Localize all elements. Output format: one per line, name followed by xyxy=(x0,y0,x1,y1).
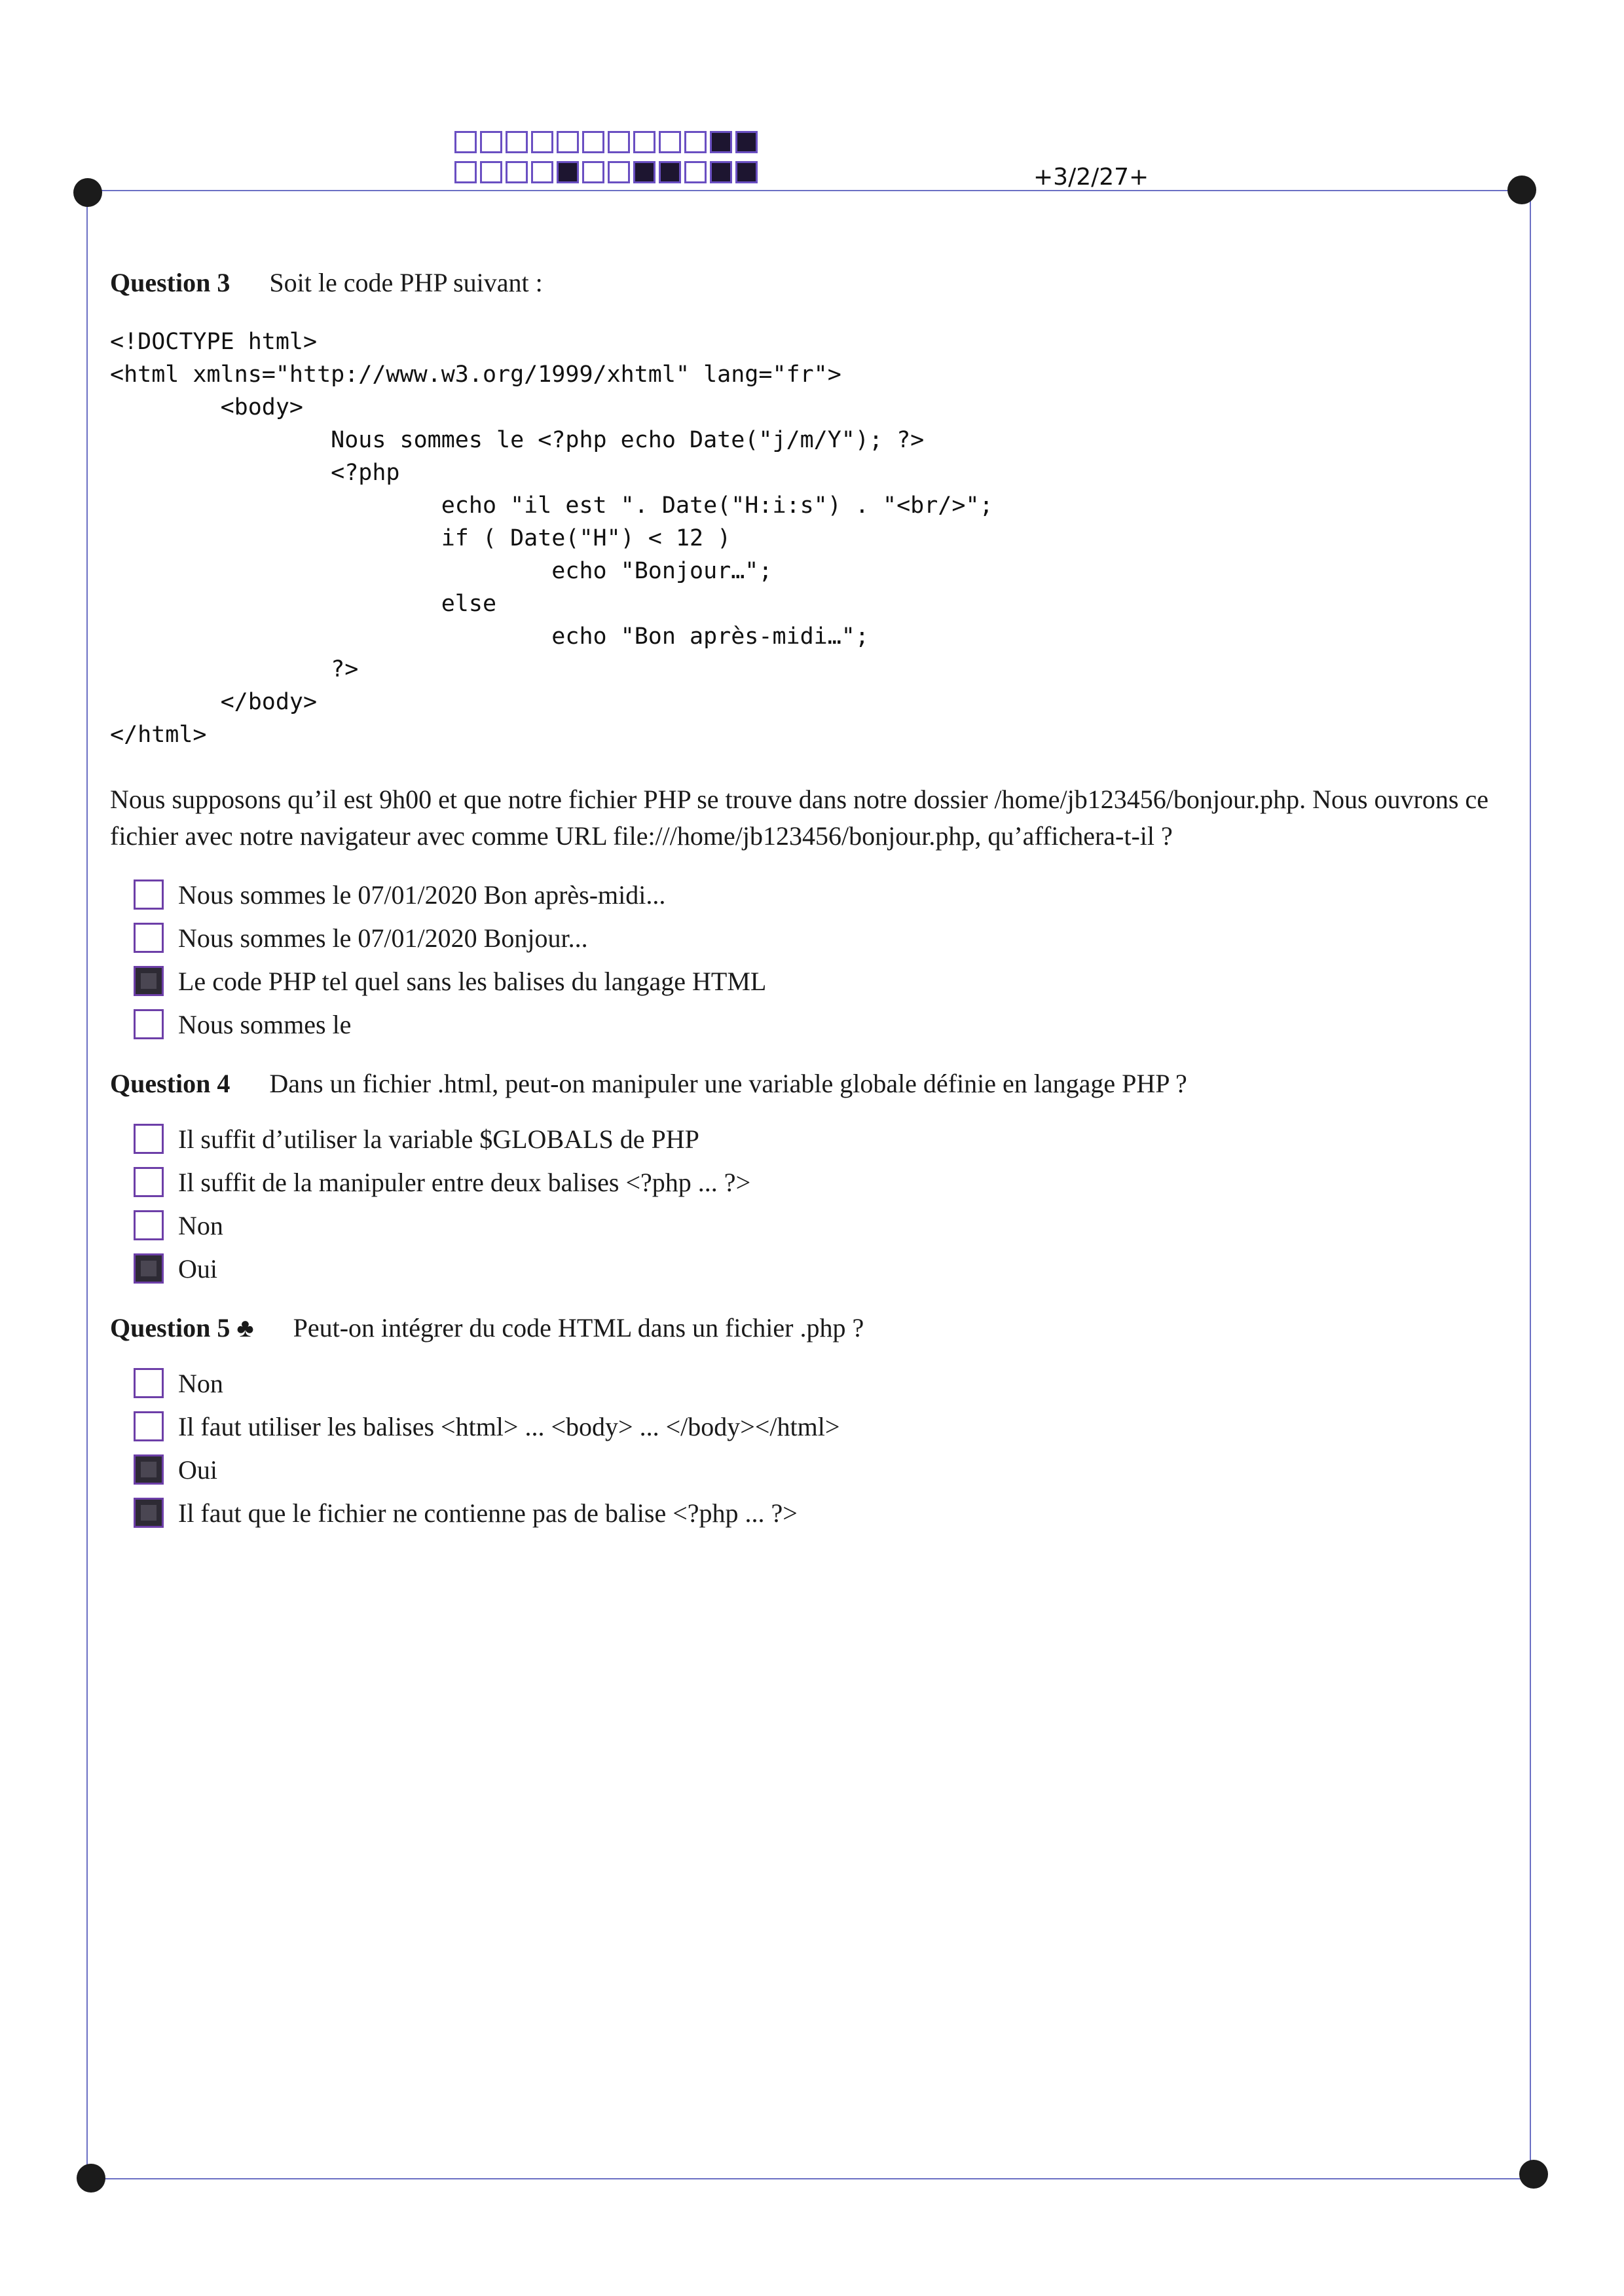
code-box xyxy=(684,161,707,183)
answer-label: Il suffit de la manipuler entre deux balises <?php ... ?> xyxy=(178,1167,751,1197)
answer-option xyxy=(134,1491,1511,1534)
answer-checkbox[interactable] xyxy=(134,1454,164,1485)
code-box xyxy=(557,131,579,153)
exam-content xyxy=(110,267,1511,1534)
answer-label: Oui xyxy=(178,1253,217,1284)
answer-checkbox[interactable] xyxy=(134,880,164,910)
answer-label: Il suffit d’utiliser la variable $GLOBALS de PHP xyxy=(178,1124,699,1154)
code-box xyxy=(582,161,604,183)
answer-list xyxy=(134,1117,1511,1290)
answer-option xyxy=(134,873,1511,916)
answer-label: Il faut que le fichier ne contienne pas de balise <?php ... ?> xyxy=(178,1498,798,1528)
code-box xyxy=(454,131,477,153)
answer-label: Oui xyxy=(178,1454,217,1485)
code-row-2 xyxy=(454,161,761,186)
page-id: +3/2/27+ xyxy=(1033,164,1149,191)
answer-option xyxy=(134,1003,1511,1046)
code-box xyxy=(480,131,502,153)
answer-label: Non xyxy=(178,1368,223,1398)
answer-checkbox[interactable] xyxy=(134,1411,164,1441)
code-box xyxy=(557,161,579,183)
question-header xyxy=(110,1312,1511,1343)
code-box xyxy=(608,161,630,183)
question-paragraph: Nous supposons qu’il est 9h00 et que notre fichier PHP se trouve dans notre dossier /home/jb123456/bonjour.php. Nous ouvrons ce fichier avec notre navigateur avec comme URL file:///home/jb123456/bonjour.php, qu’affichera-t-il ? xyxy=(110,785,1488,851)
answer-option xyxy=(134,1361,1511,1405)
answer-checkbox[interactable] xyxy=(134,1210,164,1240)
code-box xyxy=(735,161,758,183)
question-header xyxy=(110,267,1511,298)
answer-label: Le code PHP tel quel sans les balises du langage HTML xyxy=(178,966,767,996)
php-code-block: <!DOCTYPE html> <html xmlns="http://www.w3.org/1999/xhtml" lang="fr"> <body> Nous sommes le <?php echo Date("j/m/Y"); ?> <?php echo "il est ". Date("H:i:s") . "<br/>"; if ( Date("H") < 12 ) echo "Bonjour…"; else echo "Bon après-midi…"; ?> </body> </html> xyxy=(110,329,993,748)
code-box xyxy=(684,131,707,153)
answer-checkbox[interactable] xyxy=(134,966,164,996)
question-text: Dans un fichier .html, peut-on manipuler une variable globale définie en langage PHP ? xyxy=(269,1069,1187,1098)
question-header xyxy=(110,1068,1511,1099)
code-box xyxy=(582,131,604,153)
code-box xyxy=(480,161,502,183)
corner-marker-bottom-right xyxy=(1519,2160,1548,2189)
code-box xyxy=(506,131,528,153)
answer-checkbox[interactable] xyxy=(134,1167,164,1197)
question-text: Soit le code PHP suivant : xyxy=(269,268,543,297)
answer-checkbox[interactable] xyxy=(134,1124,164,1154)
answer-label: Nous sommes le xyxy=(178,1009,352,1039)
question-label: Question 3 xyxy=(110,268,231,297)
answer-label: Il faut utiliser les balises <html> ... <body> ... </body></html> xyxy=(178,1411,840,1441)
code-box xyxy=(608,131,630,153)
answer-checkbox[interactable] xyxy=(134,1253,164,1284)
binary-code-boxes xyxy=(454,131,761,191)
corner-marker-top-left xyxy=(73,178,102,207)
question-text: Peut-on intégrer du code HTML dans un fichier .php ? xyxy=(293,1313,864,1342)
code-box xyxy=(506,161,528,183)
answer-option xyxy=(134,916,1511,959)
code-box xyxy=(659,161,681,183)
code-box xyxy=(735,131,758,153)
answer-checkbox[interactable] xyxy=(134,1368,164,1398)
corner-marker-bottom-left xyxy=(77,2164,105,2193)
answer-option xyxy=(134,1405,1511,1448)
question-3 xyxy=(110,267,1511,1046)
answer-option xyxy=(134,1117,1511,1160)
answer-label: Non xyxy=(178,1210,223,1240)
code-row-1 xyxy=(454,131,761,156)
code-box xyxy=(710,161,732,183)
code-box xyxy=(633,131,655,153)
question-label: Question 4 xyxy=(110,1069,231,1098)
answer-list xyxy=(134,1361,1511,1534)
answer-option xyxy=(134,959,1511,1003)
answer-label: Nous sommes le 07/01/2020 Bonjour... xyxy=(178,923,588,953)
code-box xyxy=(633,161,655,183)
question-4 xyxy=(110,1068,1511,1290)
code-box xyxy=(531,131,553,153)
question-label: Question 5 ♣ xyxy=(110,1313,254,1342)
code-box xyxy=(710,131,732,153)
question-5 xyxy=(110,1312,1511,1534)
answer-checkbox[interactable] xyxy=(134,923,164,953)
answer-checkbox[interactable] xyxy=(134,1009,164,1039)
corner-marker-top-right xyxy=(1507,176,1536,204)
answer-option xyxy=(134,1448,1511,1491)
code-box xyxy=(531,161,553,183)
code-box xyxy=(454,161,477,183)
answer-option xyxy=(134,1160,1511,1204)
answer-option xyxy=(134,1204,1511,1247)
answer-label: Nous sommes le 07/01/2020 Bon après-midi... xyxy=(178,880,666,910)
answer-list xyxy=(134,873,1511,1046)
answer-checkbox[interactable] xyxy=(134,1498,164,1528)
code-box xyxy=(659,131,681,153)
answer-option xyxy=(134,1247,1511,1290)
